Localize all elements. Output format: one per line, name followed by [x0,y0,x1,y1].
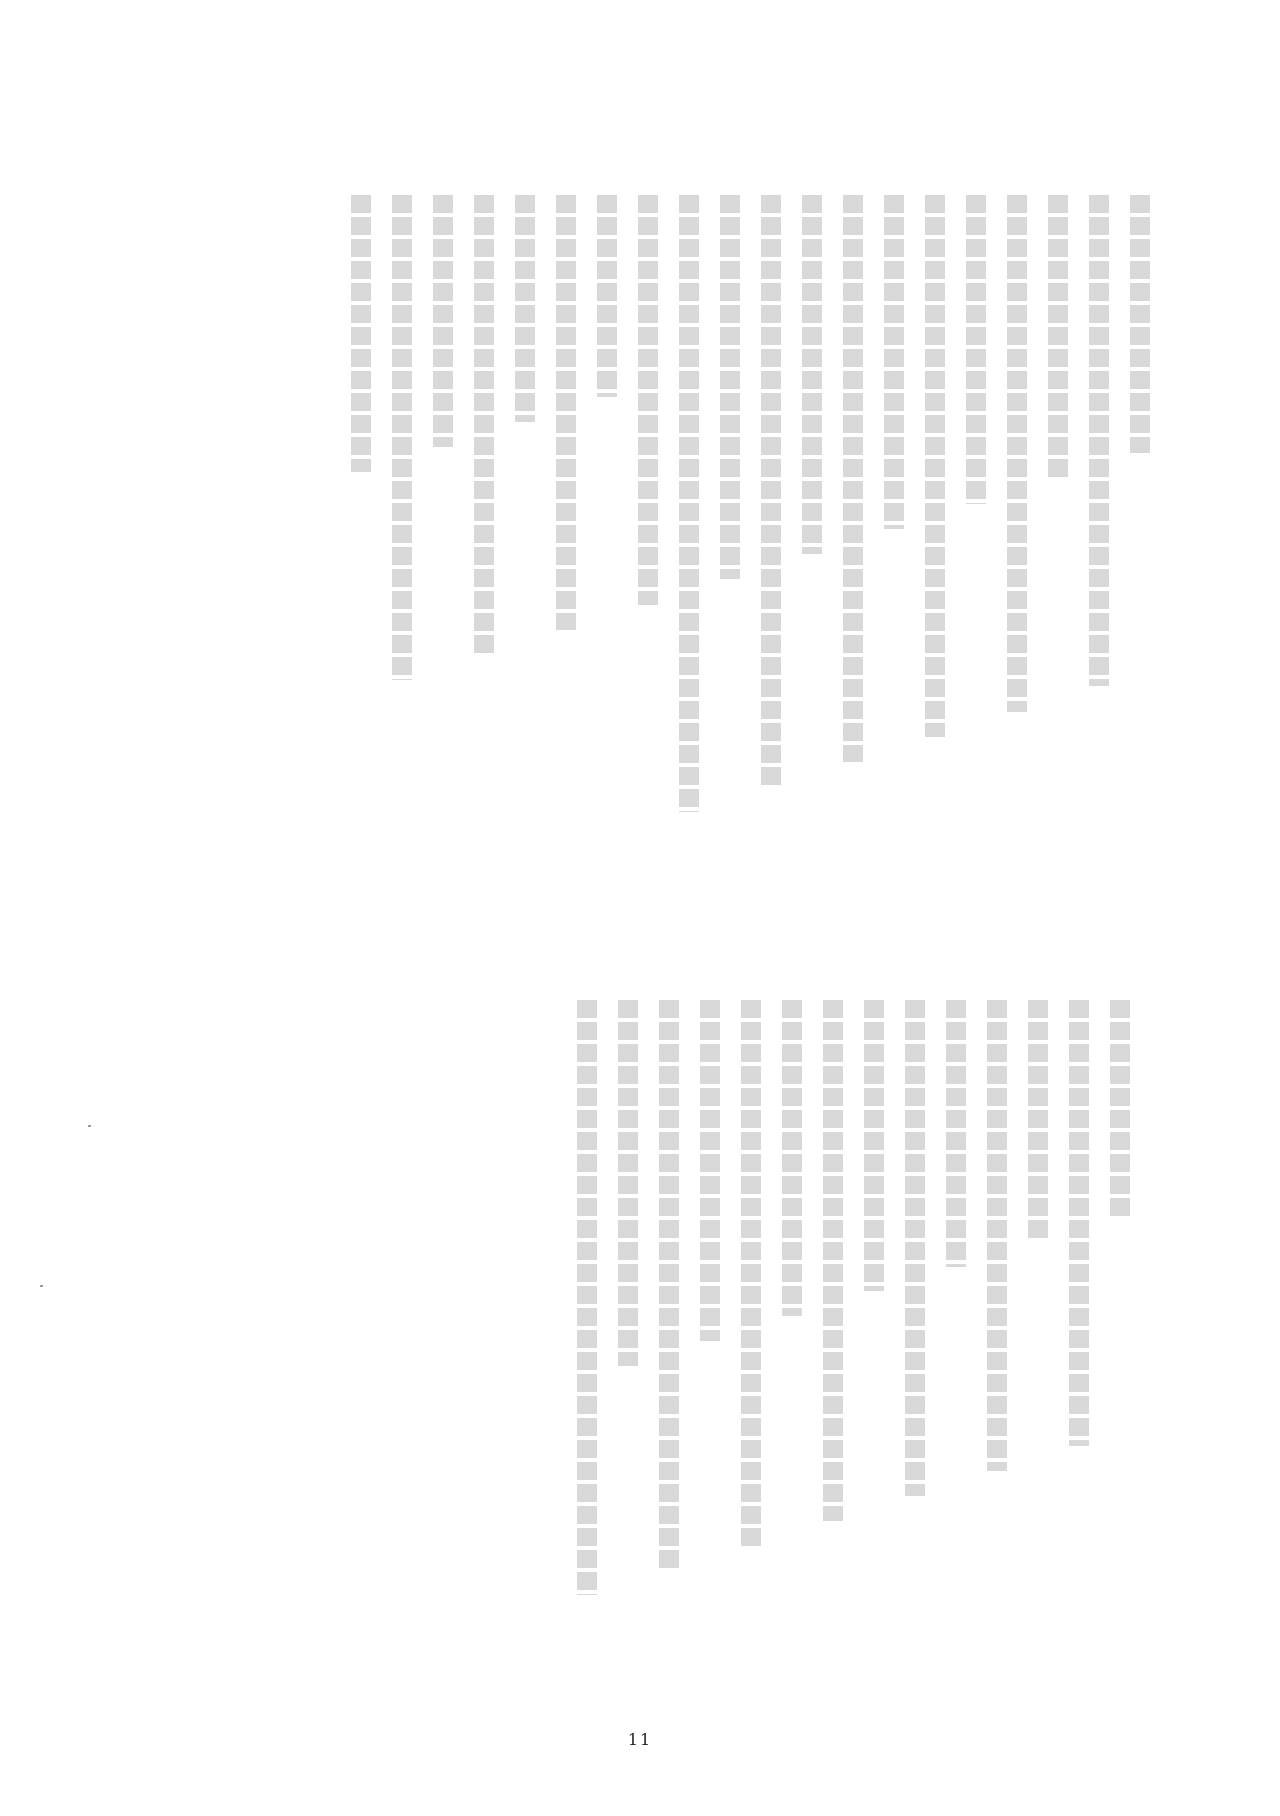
text-column-redacted [597,195,617,397]
text-column-redacted [618,1000,638,1366]
text-column-redacted [433,195,453,447]
text-column-redacted [351,195,371,472]
text-column-redacted [679,195,699,812]
lower-text-block-redacted [430,1000,1130,1620]
text-column-redacted [864,1000,884,1291]
text-column-redacted [987,1000,1007,1471]
text-column-redacted [515,195,535,422]
text-column-redacted [905,1000,925,1496]
text-column-redacted [1130,195,1150,453]
text-column-redacted [802,195,822,554]
text-column-redacted [638,195,658,605]
text-column-redacted [761,195,781,787]
text-column-redacted [1089,195,1109,686]
text-column-redacted [392,195,412,680]
text-column-redacted [925,195,945,737]
text-column-redacted [823,1000,843,1521]
text-column-redacted [556,195,576,630]
text-column-redacted [720,195,740,579]
text-column-redacted [884,195,904,529]
text-column-redacted [1048,195,1068,479]
text-column-redacted [1028,1000,1048,1242]
upper-text-block-redacted [150,195,1150,825]
scan-speck [40,1285,43,1287]
text-column-redacted [843,195,863,762]
text-column-redacted [966,195,986,504]
text-column-redacted [700,1000,720,1341]
text-column-redacted [659,1000,679,1570]
text-column-redacted [1007,195,1027,712]
text-column-redacted [741,1000,761,1546]
scan-speck [88,1125,91,1127]
text-column-redacted [1110,1000,1130,1217]
text-column-redacted [474,195,494,655]
text-column-redacted [1069,1000,1089,1446]
text-column-redacted [946,1000,966,1267]
page-number: 11 [627,1730,653,1749]
text-column-redacted [577,1000,597,1595]
text-column-redacted [782,1000,802,1316]
